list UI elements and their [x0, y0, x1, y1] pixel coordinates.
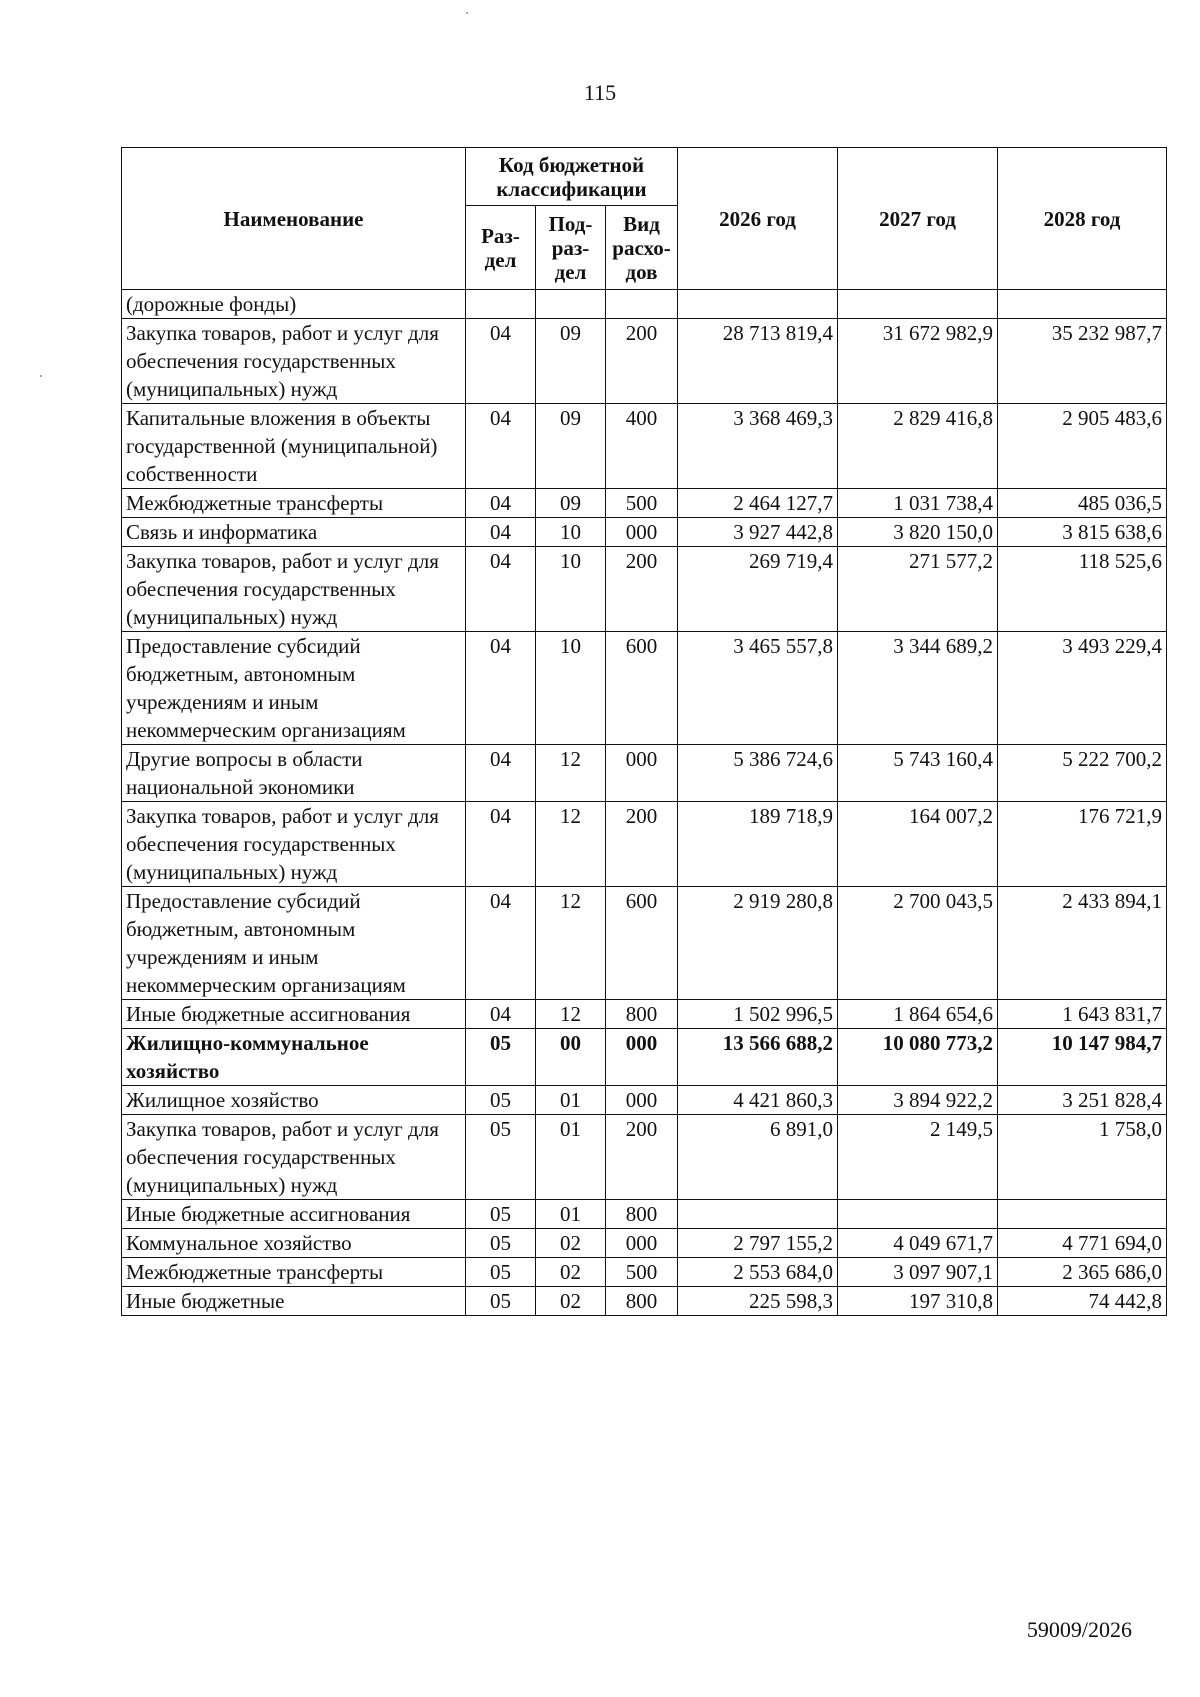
- cell-vid: 500: [606, 1258, 678, 1287]
- cell-vid: 800: [606, 1287, 678, 1316]
- table-row: [122, 1115, 1167, 1200]
- cell-vid: 000: [606, 518, 678, 547]
- cell-vid: [606, 290, 678, 319]
- cell-podrazdel: 01: [536, 1115, 606, 1200]
- cell-name: Закупка товаров, работ и услуг для обеспечения государственных (муниципальных) нужд: [122, 547, 466, 632]
- table-row: [122, 404, 1167, 489]
- table-row: [122, 1258, 1167, 1287]
- cell-2027: 197 310,8: [838, 1287, 998, 1316]
- cell-2027: 1 864 654,6: [838, 1000, 998, 1029]
- cell-name: Предоставление субсидий бюджетным, автономным учреждениям и иным некоммерческим организациям: [122, 887, 466, 1000]
- cell-2027: 271 577,2: [838, 547, 998, 632]
- cell-2026: 3 465 557,8: [678, 632, 838, 745]
- table-row: [122, 1229, 1167, 1258]
- cell-podrazdel: 09: [536, 319, 606, 404]
- cell-razdel: 04: [466, 518, 536, 547]
- cell-2028: 4 771 694,0: [998, 1229, 1167, 1258]
- cell-vid: 600: [606, 632, 678, 745]
- table-row: [122, 802, 1167, 887]
- cell-podrazdel: 12: [536, 887, 606, 1000]
- cell-2028: 118 525,6: [998, 547, 1167, 632]
- cell-2026: 2 919 280,8: [678, 887, 838, 1000]
- table-row: [122, 1200, 1167, 1229]
- table-row: [122, 632, 1167, 745]
- cell-razdel: 05: [466, 1029, 536, 1086]
- header-code-group: Код бюджетной классификации: [466, 148, 678, 206]
- table-row: [122, 518, 1167, 547]
- cell-name: Предоставление субсидий бюджетным, автономным учреждениям и иным некоммерческим организациям: [122, 632, 466, 745]
- cell-razdel: 05: [466, 1200, 536, 1229]
- cell-2027: [838, 290, 998, 319]
- cell-2026: [678, 290, 838, 319]
- cell-2028: 2 365 686,0: [998, 1258, 1167, 1287]
- cell-name: Иные бюджетные ассигнования: [122, 1200, 466, 1229]
- cell-razdel: 05: [466, 1258, 536, 1287]
- cell-2028: 2 905 483,6: [998, 404, 1167, 489]
- cell-razdel: [466, 290, 536, 319]
- cell-podrazdel: 12: [536, 802, 606, 887]
- cell-2028: 10 147 984,7: [998, 1029, 1167, 1086]
- cell-vid: 000: [606, 1229, 678, 1258]
- cell-razdel: 04: [466, 489, 536, 518]
- cell-2026: 5 386 724,6: [678, 745, 838, 802]
- header-2027: 2027 год: [838, 148, 998, 290]
- header-name: Наименование: [122, 148, 466, 290]
- cell-2027: 164 007,2: [838, 802, 998, 887]
- page-number: 115: [583, 80, 617, 105]
- table-row: [122, 1086, 1167, 1115]
- cell-2026: [678, 1200, 838, 1229]
- cell-vid: 000: [606, 745, 678, 802]
- cell-2027: 3 344 689,2: [838, 632, 998, 745]
- cell-2026: 269 719,4: [678, 547, 838, 632]
- cell-vid: 000: [606, 1029, 678, 1086]
- cell-podrazdel: 01: [536, 1200, 606, 1229]
- cell-razdel: 04: [466, 887, 536, 1000]
- cell-2027: 3 894 922,2: [838, 1086, 998, 1115]
- cell-2026: 3 368 469,3: [678, 404, 838, 489]
- cell-podrazdel: 12: [536, 1000, 606, 1029]
- cell-2027: 1 031 738,4: [838, 489, 998, 518]
- cell-name: Коммунальное хозяйство: [122, 1229, 466, 1258]
- cell-2028: 35 232 987,7: [998, 319, 1167, 404]
- cell-2027: 3 097 907,1: [838, 1258, 998, 1287]
- cell-podrazdel: 12: [536, 745, 606, 802]
- budget-table: [121, 147, 1167, 1316]
- cell-name: Межбюджетные трансферты: [122, 1258, 466, 1287]
- cell-vid: 500: [606, 489, 678, 518]
- cell-2027: [838, 1200, 998, 1229]
- cell-2026: 189 718,9: [678, 802, 838, 887]
- cell-name: Закупка товаров, работ и услуг для обеспечения государственных (муниципальных) нужд: [122, 319, 466, 404]
- header-podrazdel: Под- раз- дел: [536, 206, 606, 290]
- header-vid: Вид расхо- дов: [606, 206, 678, 290]
- cell-vid: 600: [606, 887, 678, 1000]
- cell-podrazdel: 10: [536, 518, 606, 547]
- cell-vid: 200: [606, 319, 678, 404]
- cell-razdel: 04: [466, 547, 536, 632]
- cell-2027: 2 829 416,8: [838, 404, 998, 489]
- cell-2026: 2 464 127,7: [678, 489, 838, 518]
- cell-name: Иные бюджетные ассигнования: [122, 1000, 466, 1029]
- scan-speck: [40, 375, 42, 377]
- cell-vid: 000: [606, 1086, 678, 1115]
- table-row: [122, 887, 1167, 1000]
- cell-podrazdel: 01: [536, 1086, 606, 1115]
- cell-razdel: 04: [466, 745, 536, 802]
- cell-podrazdel: 00: [536, 1029, 606, 1086]
- cell-podrazdel: 09: [536, 489, 606, 518]
- cell-2026: 13 566 688,2: [678, 1029, 838, 1086]
- cell-2027: 5 743 160,4: [838, 745, 998, 802]
- table-row: [122, 489, 1167, 518]
- cell-2026: 2 797 155,2: [678, 1229, 838, 1258]
- cell-name: Связь и информатика: [122, 518, 466, 547]
- cell-vid: 200: [606, 802, 678, 887]
- table-row: [122, 745, 1167, 802]
- cell-name: Жилищное хозяйство: [122, 1086, 466, 1115]
- cell-razdel: 04: [466, 1000, 536, 1029]
- cell-2028: 3 815 638,6: [998, 518, 1167, 547]
- header-razdel: Раз- дел: [466, 206, 536, 290]
- table-body: [122, 290, 1167, 1316]
- cell-podrazdel: [536, 290, 606, 319]
- cell-podrazdel: 10: [536, 632, 606, 745]
- cell-vid: 200: [606, 1115, 678, 1200]
- cell-podrazdel: 02: [536, 1258, 606, 1287]
- cell-name: Иные бюджетные: [122, 1287, 466, 1316]
- cell-2026: 3 927 442,8: [678, 518, 838, 547]
- cell-podrazdel: 02: [536, 1287, 606, 1316]
- cell-razdel: 05: [466, 1086, 536, 1115]
- cell-2026: 6 891,0: [678, 1115, 838, 1200]
- table-row: [122, 290, 1167, 319]
- cell-razdel: 05: [466, 1287, 536, 1316]
- cell-name: Закупка товаров, работ и услуг для обеспечения государственных (муниципальных) нужд: [122, 802, 466, 887]
- cell-name: Капитальные вложения в объекты государственной (муниципальной) собственности: [122, 404, 466, 489]
- table-row: [122, 547, 1167, 632]
- table-row: [122, 1000, 1167, 1029]
- cell-2028: 74 442,8: [998, 1287, 1167, 1316]
- cell-vid: 800: [606, 1200, 678, 1229]
- cell-podrazdel: 02: [536, 1229, 606, 1258]
- cell-vid: 400: [606, 404, 678, 489]
- cell-2026: 4 421 860,3: [678, 1086, 838, 1115]
- cell-2028: 2 433 894,1: [998, 887, 1167, 1000]
- header-2026: 2026 год: [678, 148, 838, 290]
- cell-2028: 3 251 828,4: [998, 1086, 1167, 1115]
- cell-2026: 2 553 684,0: [678, 1258, 838, 1287]
- cell-podrazdel: 10: [536, 547, 606, 632]
- cell-vid: 200: [606, 547, 678, 632]
- cell-razdel: 05: [466, 1115, 536, 1200]
- cell-2027: 10 080 773,2: [838, 1029, 998, 1086]
- cell-razdel: 04: [466, 319, 536, 404]
- cell-2027: 31 672 982,9: [838, 319, 998, 404]
- cell-2027: 3 820 150,0: [838, 518, 998, 547]
- cell-razdel: 04: [466, 802, 536, 887]
- cell-razdel: 04: [466, 632, 536, 745]
- cell-2028: 1 758,0: [998, 1115, 1167, 1200]
- cell-razdel: 05: [466, 1229, 536, 1258]
- cell-name: Жилищно-коммунальное хозяйство: [122, 1029, 466, 1086]
- table-header: [122, 148, 1167, 290]
- table-row: [122, 1287, 1167, 1316]
- cell-2028: 485 036,5: [998, 489, 1167, 518]
- cell-2028: 3 493 229,4: [998, 632, 1167, 745]
- cell-2027: 4 049 671,7: [838, 1229, 998, 1258]
- cell-2027: 2 700 043,5: [838, 887, 998, 1000]
- cell-2027: 2 149,5: [838, 1115, 998, 1200]
- cell-2028: [998, 290, 1167, 319]
- cell-name: (дорожные фонды): [122, 290, 466, 319]
- cell-2026: 28 713 819,4: [678, 319, 838, 404]
- cell-2028: [998, 1200, 1167, 1229]
- cell-2028: 5 222 700,2: [998, 745, 1167, 802]
- scan-speck: [466, 12, 468, 14]
- header-2028: 2028 год: [998, 148, 1167, 290]
- cell-podrazdel: 09: [536, 404, 606, 489]
- table-row: [122, 319, 1167, 404]
- table-row: [122, 1029, 1167, 1086]
- cell-name: Другие вопросы в области национальной экономики: [122, 745, 466, 802]
- cell-2026: 1 502 996,5: [678, 1000, 838, 1029]
- cell-name: Межбюджетные трансферты: [122, 489, 466, 518]
- document-id: 59009/2026: [1026, 1617, 1132, 1642]
- cell-2028: 1 643 831,7: [998, 1000, 1167, 1029]
- cell-razdel: 04: [466, 404, 536, 489]
- cell-2028: 176 721,9: [998, 802, 1167, 887]
- cell-name: Закупка товаров, работ и услуг для обеспечения государственных (муниципальных) нужд: [122, 1115, 466, 1200]
- cell-vid: 800: [606, 1000, 678, 1029]
- cell-2026: 225 598,3: [678, 1287, 838, 1316]
